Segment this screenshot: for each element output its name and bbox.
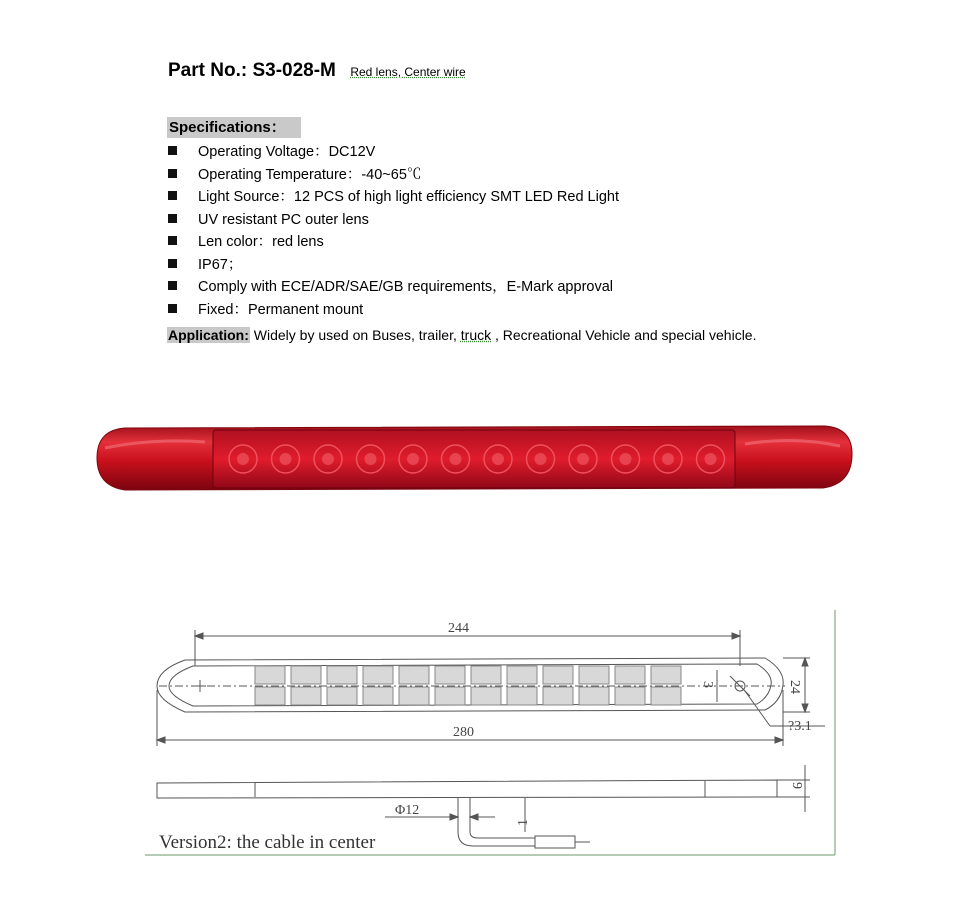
dim-9: 9 xyxy=(789,782,804,789)
drawing-cell xyxy=(291,687,321,705)
led-dot xyxy=(492,453,504,465)
drawing-cell xyxy=(543,687,573,705)
led-dot xyxy=(620,453,632,465)
drawing-cell xyxy=(399,687,429,705)
part-description: Red lens, Center wire xyxy=(350,65,466,79)
bullet-square-icon xyxy=(168,236,177,245)
bullet-square-icon xyxy=(168,259,177,268)
drawing-cell xyxy=(507,687,537,705)
led-dot xyxy=(577,453,589,465)
spec-item: IP67； xyxy=(168,254,619,277)
dim-hole: ?3.1 xyxy=(788,719,812,734)
drawing-cell xyxy=(651,666,681,684)
spec-item: Len color：red lens xyxy=(168,231,619,254)
spec-item: Comply with ECE/ADR/SAE/GB requirements，E-Mark approval xyxy=(168,276,619,299)
drawing-cell xyxy=(615,687,645,705)
bullet-square-icon xyxy=(168,304,177,313)
spec-item: Operating Voltage：DC12V xyxy=(168,141,619,164)
specifications-list xyxy=(168,141,619,321)
drawing-cell xyxy=(543,666,573,684)
led-lamp-photo xyxy=(95,418,855,500)
drawing-cell xyxy=(471,687,501,705)
spec-item: UV resistant PC outer lens xyxy=(168,209,619,232)
dim-3: 3 xyxy=(700,681,715,688)
application-label: Application: xyxy=(168,327,249,343)
led-dot xyxy=(365,453,377,465)
drawing-cell xyxy=(327,687,357,705)
drawing-cell xyxy=(363,687,393,705)
drawing-cell xyxy=(327,666,357,684)
spec-item: Fixed：Permanent mount xyxy=(168,299,619,322)
drawing-cell xyxy=(651,687,681,705)
drawing-cell xyxy=(471,666,501,684)
bullet-square-icon xyxy=(168,214,177,223)
drawing-cell xyxy=(399,666,429,684)
spec-item: Operating Temperature：-40~65℃ xyxy=(168,164,619,187)
led-dot xyxy=(662,453,674,465)
drawing-cell xyxy=(579,687,609,705)
part-title xyxy=(168,60,466,82)
led-dot xyxy=(535,453,547,465)
dim-24: 24 xyxy=(787,680,802,694)
drawing-cell xyxy=(291,666,321,684)
drawing-cell xyxy=(363,666,393,684)
bullet-square-icon xyxy=(168,146,177,155)
part-number: Part No.: S3-028-M xyxy=(168,60,336,81)
technical-drawing xyxy=(145,600,845,862)
dim-cable: Φ12 xyxy=(395,803,420,818)
drawing-caption: Version2: the cable in center xyxy=(159,832,376,853)
drawing-cell xyxy=(435,666,465,684)
drawing-cell xyxy=(615,666,645,684)
led-dot xyxy=(705,453,717,465)
led-dot xyxy=(280,453,292,465)
bullet-square-icon xyxy=(168,281,177,290)
led-dot xyxy=(237,453,249,465)
led-dot xyxy=(407,453,419,465)
dim-offset: 1 xyxy=(516,819,531,826)
led-dot xyxy=(322,453,334,465)
dim-244: 244 xyxy=(448,621,469,636)
drawing-cell xyxy=(255,666,285,684)
spec-item: Light Source：12 PCS of high light efficiency SMT LED Red Light xyxy=(168,186,619,209)
drawing-cell xyxy=(507,666,537,684)
dim-280: 280 xyxy=(453,725,474,740)
led-dot xyxy=(450,453,462,465)
bullet-square-icon xyxy=(168,191,177,200)
specifications-heading: Specifications： xyxy=(167,117,301,138)
drawing-cell xyxy=(579,666,609,684)
application-paragraph: Application: Widely by used on Buses, trailer, truck , Recreational Vehicle and special vehicle. xyxy=(168,327,757,343)
bullet-square-icon xyxy=(168,169,177,178)
drawing-cell xyxy=(435,687,465,705)
drawing-cell xyxy=(255,687,285,705)
